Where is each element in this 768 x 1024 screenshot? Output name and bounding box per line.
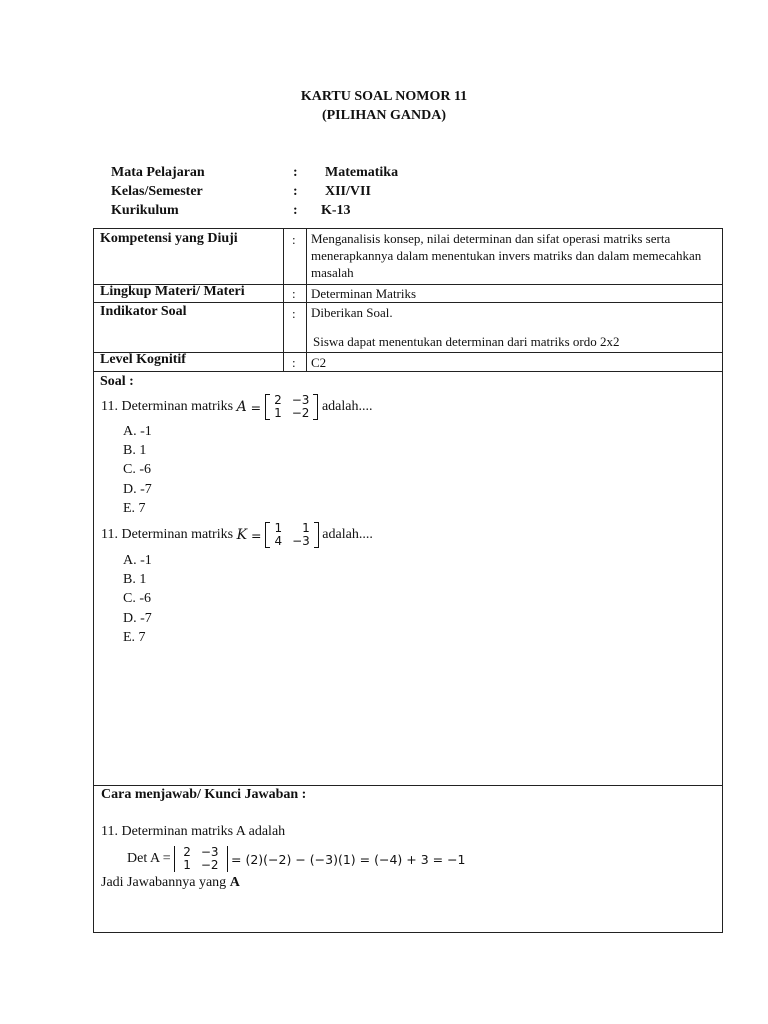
q2-option-b: B. 1 [123, 572, 147, 587]
question-2-eq: = [247, 527, 266, 543]
kompetensi-label: Kompetensi yang Diuji [100, 231, 238, 246]
det-matrix [174, 846, 227, 872]
level-value: C2 [311, 355, 327, 370]
question-1 [101, 392, 372, 422]
matrix-cell: 1 [302, 521, 310, 535]
lingkup-value: Determinan Matriks [311, 286, 417, 301]
q1-option-a: A. -1 [123, 424, 152, 439]
info-label-mapel: Mata Pelajaran [111, 165, 205, 180]
question-2-var: K [236, 527, 248, 543]
matrix-cell: 4 [274, 534, 283, 548]
lingkup-colon: : [292, 286, 296, 301]
matrix-cell: −2 [200, 858, 219, 872]
matrix-a [265, 394, 318, 420]
determinant-working [127, 844, 466, 874]
indikator-colon: : [292, 306, 296, 321]
q1-option-d: D. -7 [123, 482, 152, 497]
det-prefix: Det A = [127, 851, 175, 866]
det-result: = (2)(−2) − (−3)(1) = (−4) + 3 = −1 [231, 851, 466, 867]
divider [93, 371, 723, 372]
divider [93, 352, 723, 353]
question-1-var: A [236, 399, 247, 415]
jadi-answer: A [229, 875, 240, 890]
q1-option-e: E. 7 [123, 501, 146, 516]
matrix-cell: 2 [274, 393, 282, 407]
matrix-cell: −3 [291, 393, 310, 407]
column-divider [283, 228, 284, 371]
divider [93, 302, 723, 303]
jadi-text: Jadi Jawabannya yang [101, 875, 230, 890]
indikator-value-2: Siswa dapat menentukan determinan dari matriks ordo 2x2 [313, 334, 620, 349]
q2-option-d: D. -7 [123, 611, 152, 626]
info-value-mapel: Matematika [325, 165, 399, 180]
question-1-prefix: 11. Determinan matriks [101, 399, 234, 414]
divider [93, 785, 723, 786]
card-subtitle: (PILIHAN GANDA) [321, 108, 447, 123]
info-value-kurikulum: K-13 [321, 203, 351, 218]
q1-option-c: C. -6 [123, 462, 151, 477]
info-sep-kurikulum: : [293, 203, 298, 218]
q2-option-e: E. 7 [123, 630, 146, 645]
question-2-prefix: 11. Determinan matriks [101, 527, 234, 542]
q1-option-b: B. 1 [123, 443, 147, 458]
q2-option-c: C. -6 [123, 591, 151, 606]
level-colon: : [292, 355, 296, 370]
question-1-suffix: adalah.... [321, 399, 373, 414]
soal-label: Soal : [100, 374, 134, 389]
q2-option-a: A. -1 [123, 553, 152, 568]
column-divider [306, 228, 307, 371]
lingkup-label: Lingkup Materi/ Materi [100, 284, 245, 299]
matrix-cell: −3 [292, 534, 310, 548]
info-label-kurikulum: Kurikulum [111, 203, 179, 218]
info-label-kelas: Kelas/Semester [111, 184, 203, 199]
kompetensi-value: Menganalisis konsep, nilai determinan dan sifat operasi matriks serta menerapkannya dalam menentukan invers matriks dan dalam memecahkan masalah [311, 231, 702, 280]
question-2-suffix: adalah.... [322, 527, 373, 542]
card-title: KARTU SOAL NOMOR 11 [300, 89, 468, 104]
info-value-kelas: XII/VII [325, 184, 371, 199]
matrix-cell: 1 [274, 406, 282, 420]
jadi-line [101, 875, 240, 891]
kompetensi-colon: : [292, 232, 296, 247]
matrix-cell: 2 [183, 845, 191, 859]
level-label: Level Kognitif [100, 352, 186, 367]
kunci-line1: 11. Determinan matriks A adalah [101, 824, 286, 839]
indikator-value-1: Diberikan Soal. [311, 305, 393, 320]
matrix-cell: −3 [200, 845, 219, 859]
matrix-cell: 1 [183, 858, 191, 872]
matrix-cell: 1 [274, 521, 283, 535]
question-2 [101, 520, 373, 550]
question-1-eq: = [246, 399, 266, 415]
info-sep-kelas: : [293, 184, 298, 199]
info-sep-mapel: : [293, 165, 298, 180]
matrix-cell: −2 [291, 406, 310, 420]
matrix-k [265, 522, 318, 548]
kunci-label: Cara menjawab/ Kunci Jawaban : [101, 787, 307, 802]
indikator-label: Indikator Soal [100, 304, 187, 319]
